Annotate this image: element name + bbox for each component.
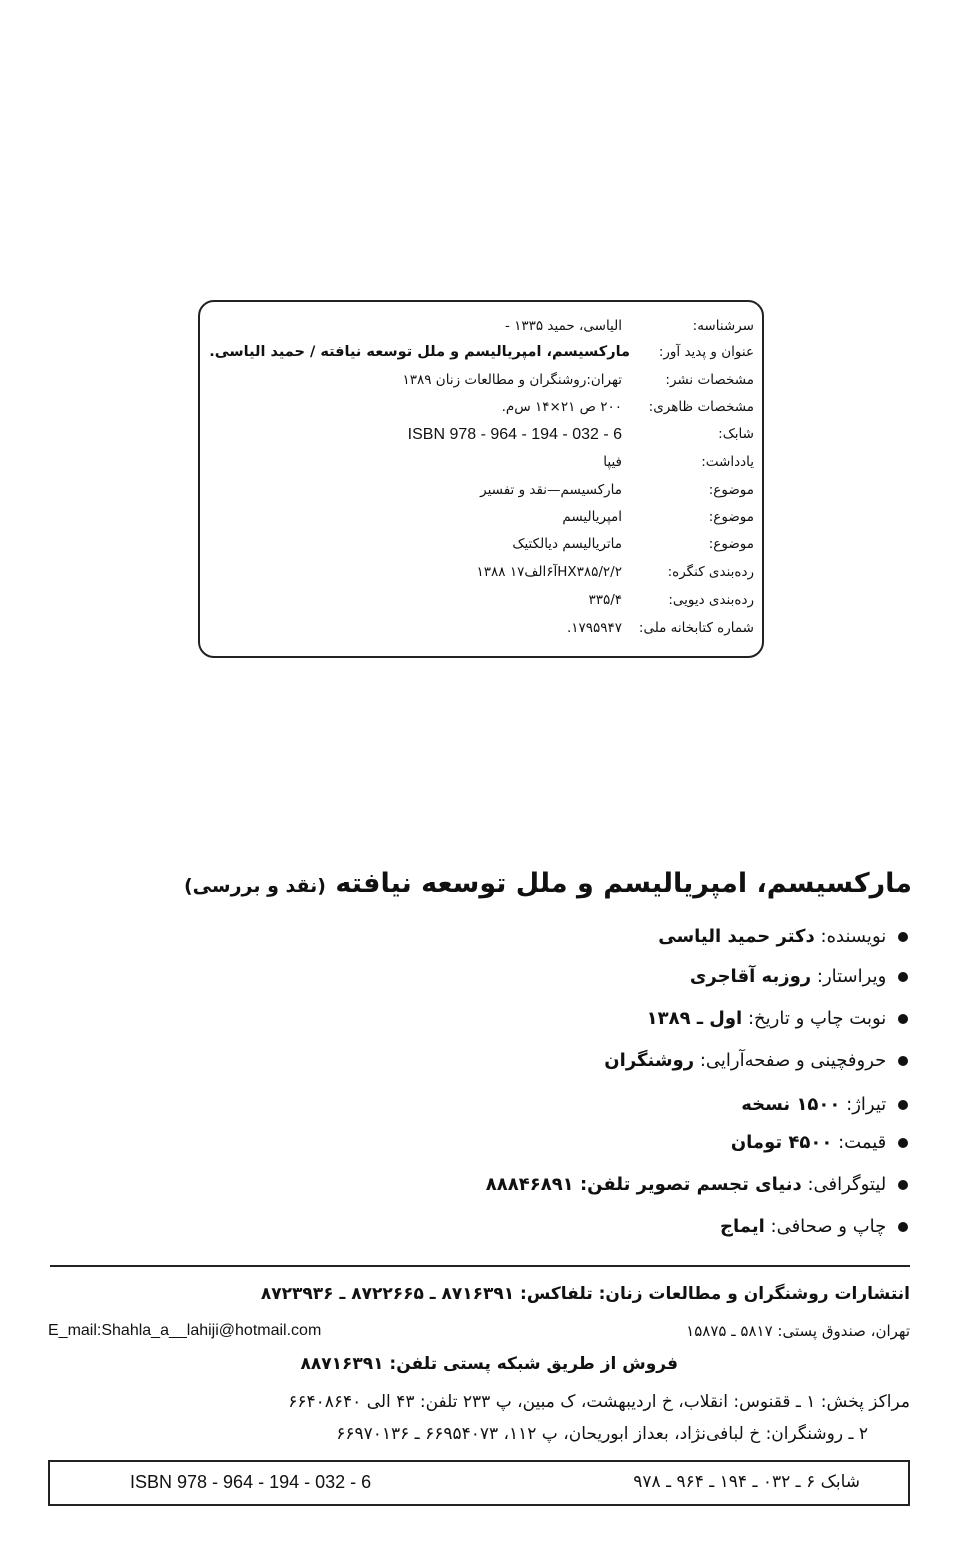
bullet-icon	[898, 972, 908, 982]
isbn-value: ISBN 978 - 964 - 194 - 032 - 6	[407, 426, 622, 443]
catalog-label: موضوع:	[708, 536, 754, 552]
catalog-label: شابک:	[718, 426, 754, 442]
book-title	[184, 868, 912, 899]
catalog-value: ماتریالیسم دیالکتیک	[512, 536, 622, 552]
catalog-label: موضوع:	[708, 482, 754, 498]
catalog-label: موضوع:	[708, 509, 754, 525]
catalog-label: مشخصات ظاهری:	[648, 399, 754, 415]
credit-value: دکتر حمید الیاسی	[658, 926, 815, 947]
postal-sales-line: فروش از طریق شبکه پستی تلفن: ۸۸۷۱۶۳۹۱	[300, 1354, 678, 1374]
catalog-label: عنوان و پدید آور:	[658, 344, 754, 360]
book-title-main: مارکسیسم، امپریالیسم و ملل توسعه نیافته	[335, 868, 912, 899]
postal-line: تهران، صندوق پستی: ۵۸۱۷ ـ ۱۵۸۷۵	[686, 1322, 910, 1340]
credit-line	[720, 1216, 908, 1237]
bullet-icon	[898, 1138, 908, 1148]
catalog-label: مشخصات نشر:	[665, 372, 754, 388]
credit-line	[604, 1050, 908, 1071]
credit-line	[647, 1008, 908, 1029]
isbn-persian: شابک ۶ ـ ۰۳۲ ـ ۱۹۴ ـ ۹۶۴ ـ ۹۷۸	[633, 1472, 860, 1492]
catalog-row	[200, 344, 762, 370]
credit-label: چاپ و صحافی:	[770, 1216, 887, 1237]
isbn-latin: ISBN 978 - 964 - 194 - 032 - 6	[130, 1472, 372, 1492]
credit-value: ۴۵۰۰ تومان	[730, 1132, 833, 1153]
catalog-label: رده‌بندی دیویی:	[668, 592, 754, 608]
credit-label: نوبت چاپ و تاریخ:	[747, 1008, 887, 1029]
bullet-icon	[898, 932, 908, 942]
catalog-label: یادداشت:	[701, 454, 754, 470]
catalog-value: مارکسیسم، امپریالیسم و ملل توسعه نیافته / حمید الیاسی.	[209, 344, 630, 360]
catalog-value: ۱۷۹۵۹۴۷.	[566, 620, 622, 636]
bullet-icon	[898, 1100, 908, 1110]
publisher-line: انتشارات روشنگران و مطالعات زنان: تلفاکس: ۸۷۱۶۳۹۱ ـ ۸۷۲۲۶۶۵ ـ ۸۷۲۳۹۳۶	[260, 1284, 910, 1304]
catalog-row	[200, 372, 762, 398]
catalog-row	[200, 318, 762, 344]
credit-value: ایماج	[720, 1216, 765, 1237]
credit-line	[486, 1174, 908, 1195]
credit-value: ۱۵۰۰ نسخه	[741, 1094, 841, 1115]
catalog-row	[200, 592, 762, 618]
credit-line	[690, 966, 908, 987]
catalog-row	[200, 399, 762, 425]
catalog-value: فیپا	[603, 454, 622, 470]
divider-line	[50, 1265, 910, 1267]
book-subtitle: (نقد و بررسی)	[183, 875, 326, 897]
catalog-row	[200, 454, 762, 480]
credit-label: ویراستار:	[816, 966, 887, 987]
credit-label: لیتوگرافی:	[807, 1174, 887, 1195]
email-address: E_mail:Shahla_a__lahiji@hotmail.com	[48, 1322, 322, 1339]
cataloging-box	[198, 300, 764, 658]
credit-value: دنیای تجسم تصویر تلفن: ۸۸۸۴۶۸۹۱	[485, 1174, 802, 1195]
credit-value: روشنگران	[604, 1050, 695, 1071]
catalog-row	[200, 482, 762, 508]
credit-label: تیراژ:	[846, 1094, 887, 1115]
catalog-row	[200, 426, 762, 452]
distribution-line-2: ۲ ـ روشنگران: خ لبافی‌نژاد، بعداز ابوریحان، پ ۱۱۲، ۶۶۹۵۴۰۷۳ ـ ۶۶۹۷۰۱۳۶	[336, 1424, 868, 1444]
catalog-value: ۳۳۵/۴	[588, 592, 622, 608]
bullet-icon	[898, 1180, 908, 1190]
catalog-value: الیاسی، حمید ۱۳۳۵ -	[504, 318, 622, 334]
catalog-value: تهران:روشنگران و مطالعات زنان ۱۳۸۹	[402, 372, 622, 388]
catalog-row	[200, 536, 762, 562]
catalog-label: سرشناسه:	[692, 318, 754, 334]
credit-label: قیمت:	[838, 1132, 887, 1153]
catalog-row	[200, 620, 762, 646]
credit-line	[741, 1094, 908, 1115]
credit-label: حروفچینی و صفحه‌آرایی:	[699, 1050, 887, 1071]
isbn-box	[48, 1460, 910, 1506]
bullet-icon	[898, 1014, 908, 1024]
credit-line	[658, 926, 908, 947]
bullet-icon	[898, 1056, 908, 1066]
catalog-value: مارکسیسم—نقد و تفسیر	[480, 482, 622, 498]
catalog-row	[200, 509, 762, 535]
catalog-value: امپریالیسم	[562, 509, 622, 525]
catalog-value: HX۳۸۵/۲/۲آ۶الف۱۷ ۱۳۸۸	[476, 564, 622, 580]
credit-value: اول ـ ۱۳۸۹	[646, 1008, 743, 1029]
credit-label: نویسنده:	[820, 926, 887, 947]
bullet-icon	[898, 1222, 908, 1232]
credit-line	[731, 1132, 908, 1153]
catalog-label: شماره کتابخانه ملی:	[638, 620, 754, 636]
credit-value: روزبه آقاجری	[689, 966, 812, 987]
catalog-value: ۲۰۰ ص ۲۱×۱۴ س‌م.	[501, 399, 622, 415]
catalog-label: رده‌بندی کنگره:	[667, 564, 754, 580]
catalog-row	[200, 564, 762, 590]
distribution-line-1: مراکز پخش: ۱ ـ ققنوس: انقلاب، خ اردیبهشت، ک مبین، پ ۲۳۳ تلفن: ۴۳ الی ۶۶۴۰۸۶۴۰	[288, 1392, 910, 1412]
